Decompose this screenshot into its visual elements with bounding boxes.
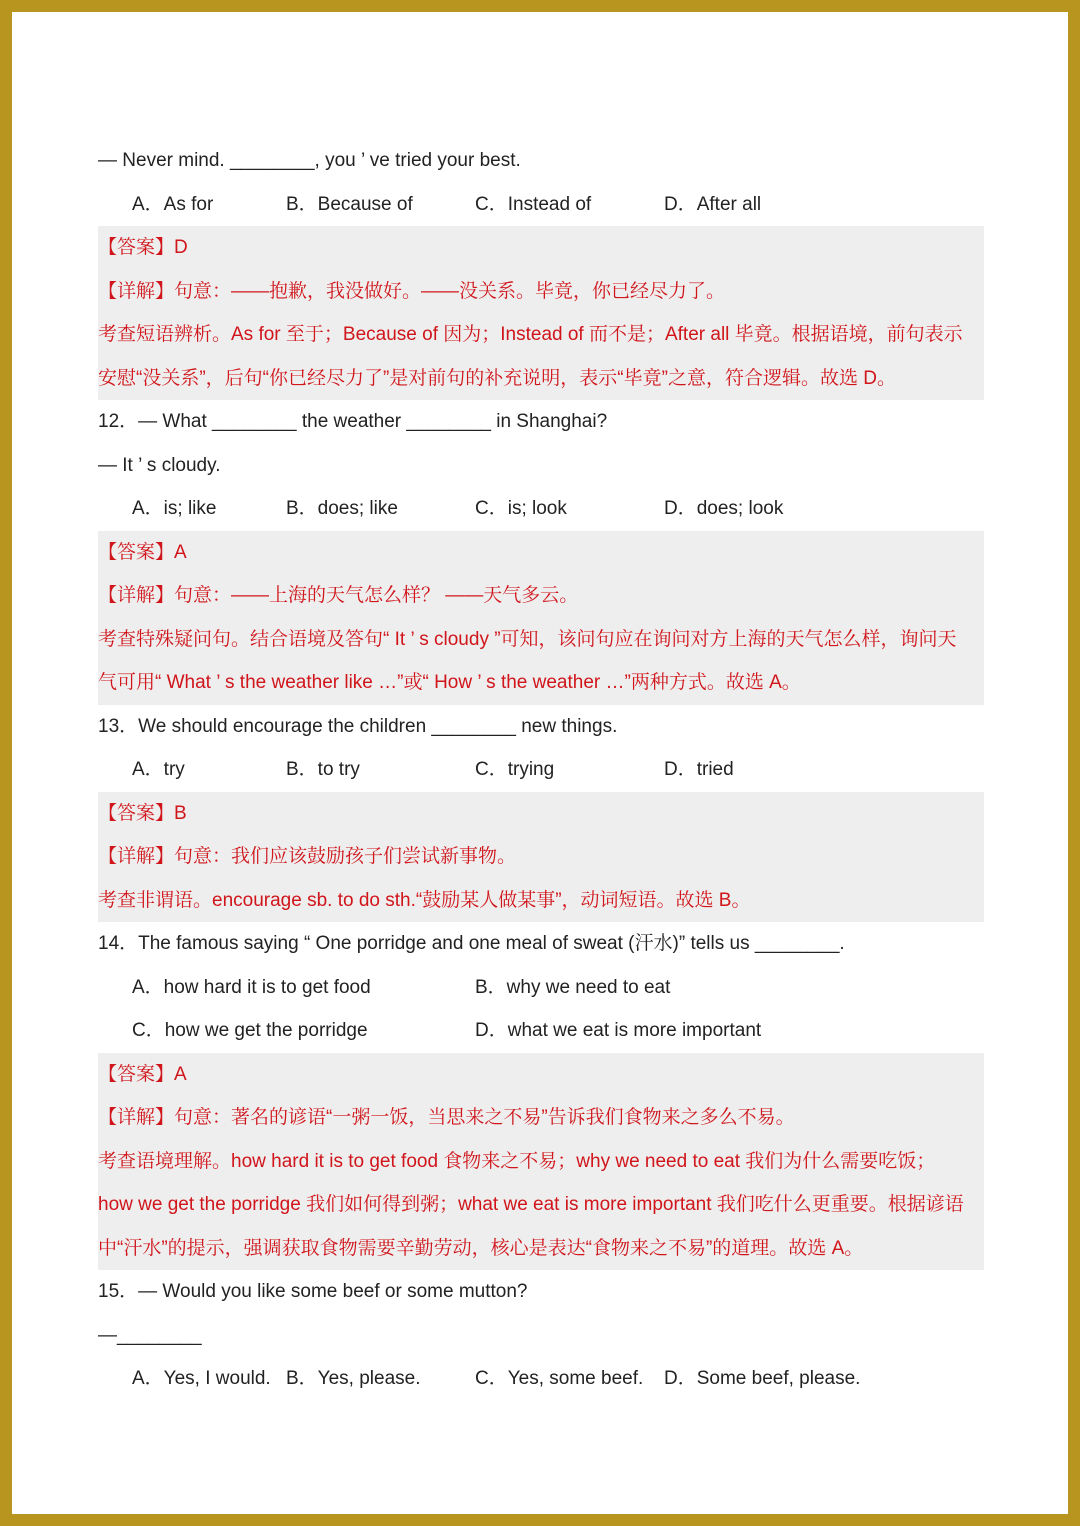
question-stem: 13．We should encourage the children ________ new things. [98,715,618,737]
option-d: D．what we eat is more important [475,1020,762,1041]
option-a: A．is; like [132,498,217,519]
option-b: B．Because of [286,193,413,215]
detail-line: 【详解】句意：我们应该鼓励孩子们尝试新事物。 [98,846,517,867]
option-d: D．Some beef, please. [664,1368,861,1389]
option-c: C．Yes, some beef. [475,1368,644,1389]
option-c: C．trying [475,759,555,780]
answer-line: 【答案】D [98,237,188,258]
detail-line: 【详解】句意：——抱歉，我没做好。——没关系。毕竟，你已经尽力了。 [98,280,726,302]
answer-box [98,1053,984,1271]
analysis-line: 考查短语辨析。As for 至于；Because of 因为；Instead of 而不是；After all 毕竟。根据语境，前句表示 [98,324,963,345]
option-d: D．tried [664,759,734,780]
analysis-line: how we get the porridge 我们如何得到粥；what we eat is more important 我们吃什么更重要。根据谚语 [98,1194,964,1215]
question-reply: — It ’ s cloudy. [98,454,221,476]
option-a: A．try [132,759,185,780]
option-b: B．to try [286,759,360,780]
analysis-line: 考查特殊疑问句。结合语境及答句“ It ’ s cloudy ”可知，该问句应在询问对方上海的天气怎么样，询问天 [98,628,957,650]
answer-box [98,792,984,923]
analysis-line: 安慰“没关系”，后句“你已经尽力了”是对前句的补充说明，表示“毕竟”之意，符合逻辑。故选 D。 [98,367,896,389]
option-row [98,1009,998,1053]
option-row [98,748,998,792]
option-row [98,1357,998,1401]
analysis-line: 考查语境理解。how hard it is to get food 食物来之不易；why we need to eat 我们为什么需要吃饭； [98,1150,936,1172]
option-c: C．is; look [475,498,567,519]
answer-box [98,531,984,705]
option-b: B．does; like [286,498,398,519]
option-d: D．After all [664,193,762,215]
option-a: A．As for [132,193,214,215]
option-row [98,183,998,227]
answer-line: 【答案】B [98,802,187,824]
question-stem: — Never mind. ________, you ’ ve tried your best. [98,150,521,171]
question-reply: —________ [98,1324,202,1346]
question-stem: 15．— Would you like some beef or some mutton? [98,1281,528,1302]
option-c: C．Instead of [475,193,592,215]
answer-box [98,226,984,400]
option-a: A．how hard it is to get food [132,976,371,998]
option-b: B．Yes, please. [286,1368,421,1389]
detail-line: 【详解】句意：——上海的天气怎么样？ ——天气多云。 [98,585,579,606]
question-stem: 12．— What ________ the weather ________ in Shanghai? [98,411,608,432]
exercise-content [98,139,998,1401]
answer-line: 【答案】A [98,541,187,563]
analysis-line: 气可用“ What ’ s the weather like …”或“ How ’ s the weather …”两种方式。故选 A。 [98,672,801,693]
option-c: C．how we get the porridge [132,1020,368,1041]
option-b: B．why we need to eat [475,976,671,998]
analysis-line: 中“汗水”的提示，强调获取食物需要辛勤劳动，核心是表达“食物来之不易”的道理。故选 A。 [98,1237,864,1259]
question-stem: 14．The famous saying “ One porridge and one meal of sweat (汗水)” tells us ________. [98,933,845,954]
option-row [98,487,998,531]
document-page [12,12,1068,1514]
option-a: A．Yes, I would. [132,1368,271,1389]
answer-line: 【答案】A [98,1063,187,1085]
analysis-line: 考查非谓语。encourage sb. to do sth.“鼓励某人做某事”，动词短语。故选 B。 [98,889,751,911]
option-d: D．does; look [664,498,784,519]
detail-line: 【详解】句意：著名的谚语“一粥一饭，当思来之不易”告诉我们食物来之多么不易。 [98,1107,795,1128]
option-row [98,966,998,1010]
